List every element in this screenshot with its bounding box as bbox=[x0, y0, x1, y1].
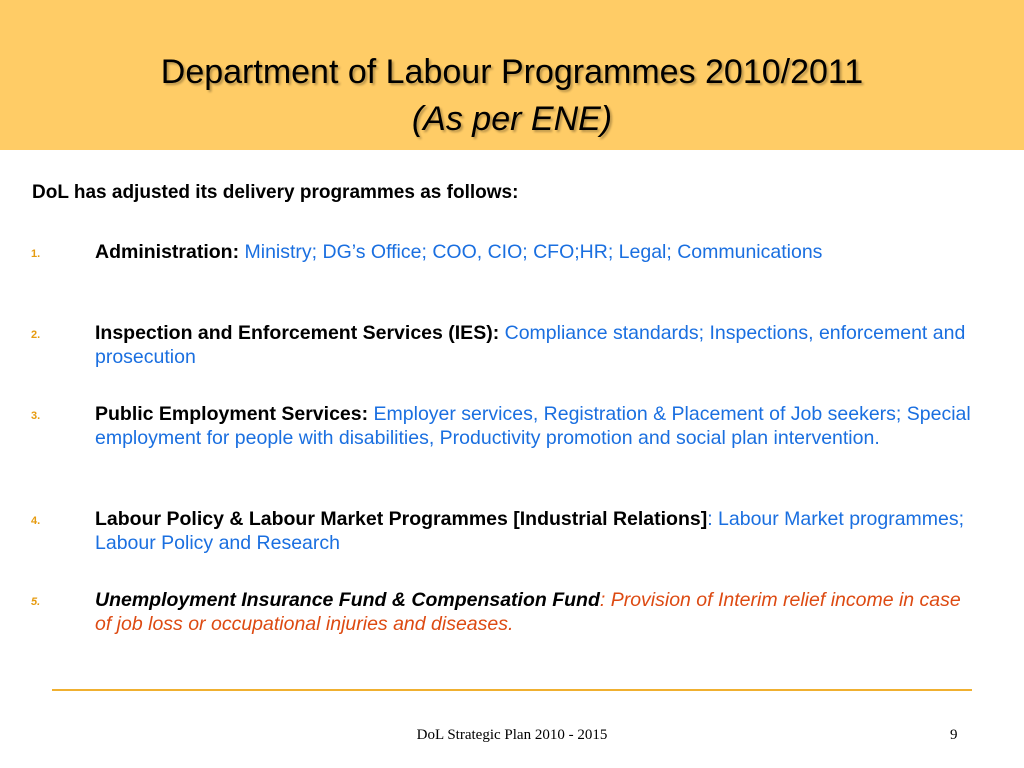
footer-text: DoL Strategic Plan 2010 - 2015 bbox=[416, 727, 608, 743]
intro-text: DoL has adjusted its delivery programmes as follows: bbox=[32, 182, 519, 203]
item-description: : Provision of Interim relief income in case of job loss or occupational injuries and diseases. bbox=[95, 589, 961, 635]
list-number: 1. bbox=[31, 248, 41, 260]
list-number: 5. bbox=[31, 596, 41, 608]
page-number: 9 bbox=[950, 727, 958, 743]
item-label: Unemployment Insurance Fund & Compensation Fund bbox=[95, 589, 600, 611]
footer-divider bbox=[52, 689, 972, 691]
title-banner bbox=[0, 0, 1024, 150]
item-description: Ministry; DG’s Office; COO, CIO; CFO;HR; Legal; Communications bbox=[239, 241, 823, 263]
item-label: Administration: bbox=[95, 241, 240, 263]
item-label: Inspection and Enforcement Services (IES): bbox=[95, 322, 500, 344]
item-label: Public Employment Services: bbox=[95, 403, 369, 425]
list-item-text bbox=[95, 402, 975, 450]
list-number: 3. bbox=[31, 410, 41, 422]
slide-subtitle: (As per ENE) bbox=[411, 100, 613, 138]
list-item-text bbox=[95, 321, 975, 369]
list-item-text bbox=[95, 588, 975, 636]
list-item-text bbox=[95, 240, 975, 264]
item-description: Employer services, Registration & Placement of Job seekers; Special employment for people with disabilities, Productivity promotion and social plan intervention. bbox=[95, 403, 971, 449]
list-number: 4. bbox=[31, 515, 41, 527]
item-description: Compliance standards; Inspections, enforcement and prosecution bbox=[95, 322, 966, 368]
item-description: : Labour Market programmes; Labour Policy and Research bbox=[95, 508, 965, 554]
list-item-text bbox=[95, 507, 975, 555]
list-number: 2. bbox=[31, 329, 41, 341]
slide-title: Department of Labour Programmes 2010/2011 bbox=[160, 53, 864, 91]
item-label: Labour Policy & Labour Market Programmes [Industrial Relations] bbox=[95, 508, 708, 530]
